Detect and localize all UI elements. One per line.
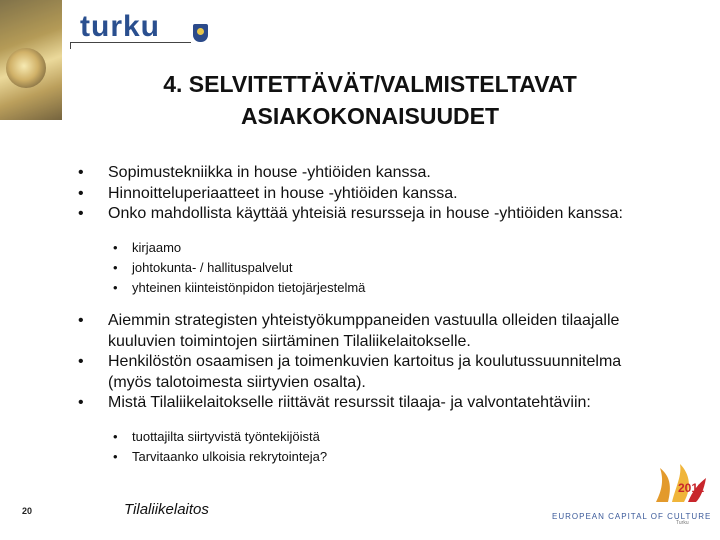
bullet-list-2 bbox=[78, 311, 718, 414]
page-number: 20 bbox=[22, 506, 33, 516]
sub-bullet-list-2 bbox=[113, 427, 673, 467]
turku-logo bbox=[70, 12, 220, 48]
title-line-2: ASIAKOKONAISUUDET bbox=[240, 103, 500, 129]
flame-icon bbox=[652, 462, 710, 506]
bullet-list-1 bbox=[78, 163, 718, 225]
bullet-icon: • bbox=[113, 240, 118, 255]
bullet-icon: • bbox=[78, 394, 84, 411]
corner-photo bbox=[0, 0, 62, 120]
bullet-icon: • bbox=[78, 184, 84, 202]
slide-title bbox=[90, 68, 650, 132]
ecoc-sub-label: Turku bbox=[676, 520, 689, 526]
bullet-icon: • bbox=[78, 164, 84, 181]
crest-icon bbox=[193, 24, 208, 42]
sub-bullet-list-1 bbox=[113, 238, 673, 298]
ecoc-label: EUROPEAN CAPITAL OF CULTURE bbox=[552, 512, 712, 521]
bullet-icon: • bbox=[78, 205, 84, 222]
list-item: • Henkilöstön osaamisen ja toimenkuvien kartoitus ja koulutussuunnitelma (myös talotoimesta siirtyvien osalta). bbox=[78, 353, 622, 391]
sub-list-item: • kirjaamo bbox=[113, 238, 673, 258]
list-item: • Sopimustekniikka in house -yhtiöiden kanssa. bbox=[78, 163, 718, 184]
bullet-icon: • bbox=[78, 353, 84, 370]
sub-list-item: • yhteinen kiinteistönpidon tietojärjestelmä bbox=[113, 278, 673, 298]
list-item: • Hinnoitteluperiaatteet in house -yhtiöiden kanssa. bbox=[78, 184, 718, 205]
bullet-icon: • bbox=[113, 280, 118, 295]
sub-list-item: • tuottajilta siirtyvistä työntekijöistä bbox=[113, 427, 673, 447]
bullet-icon: • bbox=[78, 312, 84, 329]
ecoc-year: 2011 bbox=[678, 481, 705, 495]
footer-org-name: Tilaliikelaitos bbox=[124, 501, 209, 518]
sub-list-item: • Tarvitaanko ulkoisia rekrytointeja? bbox=[113, 447, 673, 467]
bullet-icon: • bbox=[113, 449, 118, 464]
list-item: • Aiemmin strategisten yhteistyökumppaneiden vastuulla olleiden tilaajalle kuuluvien toimintojen siirtäminen Tilaliikelaitokselle. bbox=[78, 312, 620, 350]
bullet-icon: • bbox=[113, 260, 118, 275]
title-line-1: 4. SELVITETTÄVÄT/VALMISTELTAVAT bbox=[163, 71, 577, 97]
bullet-icon: • bbox=[113, 429, 118, 444]
list-item: • Onko mahdollista käyttää yhteisiä resursseja in house -yhtiöiden kanssa: bbox=[78, 204, 718, 225]
list-item: • Mistä Tilaliikelaitokselle riittävät resurssit tilaaja- ja valvontatehtäviin: bbox=[78, 393, 718, 414]
ecoc-logo bbox=[552, 462, 712, 528]
sub-list-item: • johtokunta- / hallituspalvelut bbox=[113, 258, 673, 278]
logo-text: turku bbox=[80, 10, 160, 43]
